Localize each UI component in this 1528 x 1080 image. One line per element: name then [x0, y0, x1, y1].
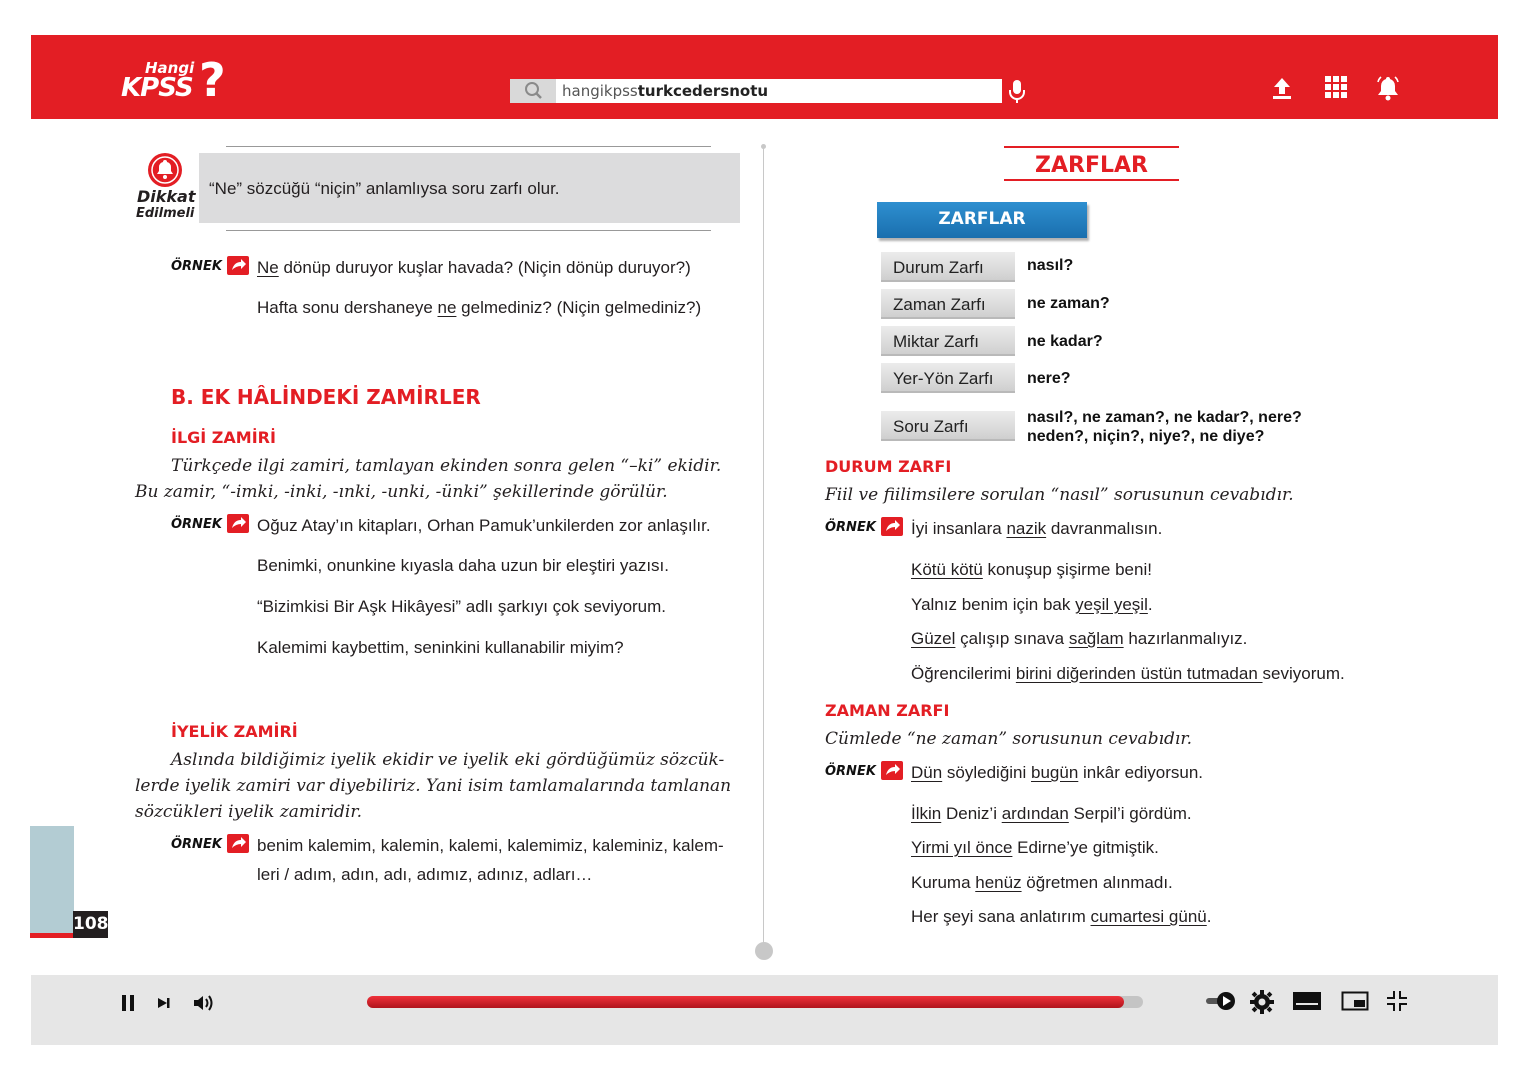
ornek-arrow-icon	[881, 761, 903, 780]
progress-fill	[367, 996, 1124, 1008]
divider-top-dot	[761, 144, 766, 149]
ilgi-example: “Bizimkisi Bir Aşk Hikâyesi” adlı şarkıyı çok seviyorum.	[257, 597, 667, 616]
zarflar-title-text: ZARFLAR	[1035, 153, 1148, 178]
example-text: Deniz’i	[941, 804, 1002, 823]
example-text: Yalnız benim için bak	[911, 595, 1076, 614]
underlined-word: Ne	[257, 258, 279, 277]
underlined-word: henüz	[975, 873, 1022, 892]
example-text: İyi insanlara	[911, 519, 1007, 538]
search-icon[interactable]	[510, 79, 556, 103]
search-query-bold: turkcedersnotu	[637, 82, 769, 100]
section-b-heading: B. EK HÂLİNDEKİ ZAMİRLER	[171, 385, 481, 409]
underlined-word: birini diğerinden üstün tutmadan	[1015, 664, 1263, 683]
dikkat-note-box	[199, 153, 740, 223]
apps-grid-icon[interactable]	[1325, 76, 1347, 103]
ornek-arrow-icon	[881, 517, 903, 536]
search-query-prefix: hangikpss	[562, 82, 638, 100]
example-text: Her şeyi sana anlatırım	[911, 907, 1091, 926]
zarf-type-label: Yer-Yön Zarfı	[881, 363, 1015, 393]
example-text: Hafta sonu dershaneye	[257, 298, 438, 317]
hangi-kpss-logo[interactable]	[121, 53, 241, 107]
example-text: Serpil’i gördüm.	[1068, 804, 1192, 823]
iyelik-zamiri-heading: İYELİK ZAMİRİ	[171, 722, 298, 741]
zarf-type-label: Zaman Zarfı	[881, 289, 1015, 319]
zaman-example	[911, 873, 1173, 893]
dikkat-text: “Ne” sözcüğü “niçin” anlamlıysa soru zarfı olur.	[209, 179, 560, 198]
example-line	[257, 258, 691, 278]
top-header	[31, 35, 1498, 119]
example-text: .	[1147, 595, 1153, 614]
ornek-label: ÖRNEK	[171, 517, 222, 532]
example-text: davranmalısın.	[1046, 519, 1163, 538]
search-bar[interactable]	[510, 79, 1002, 103]
settings-gear-icon[interactable]	[1250, 990, 1274, 1019]
zarf-type-label: Miktar Zarfı	[881, 326, 1015, 356]
example-text: .	[1206, 907, 1212, 926]
example-text: söylediğini	[942, 763, 1032, 782]
pause-icon[interactable]	[120, 994, 136, 1017]
iyelik-paragraph-line: Aslında bildiğimiz iyelik ekidir ve iyelik eki gördüğümüz sözcük-	[171, 750, 725, 770]
underlined-word: Güzel	[911, 629, 956, 648]
logo-question-mark: ?	[199, 53, 226, 107]
zaman-example	[911, 763, 1203, 783]
iyelik-paragraph-line: lerde iyelik zamiri var diyebiliriz. Yani isim tamlamalarında tamlanan	[135, 776, 732, 796]
example-text: inkâr ediyorsun.	[1078, 763, 1204, 782]
underlined-word: ne	[437, 298, 457, 317]
ornek-arrow-icon	[227, 514, 249, 533]
example-text: gelmediniz? (Niçin gelmediniz?)	[456, 298, 702, 317]
example-text: seviyorum.	[1262, 664, 1345, 683]
zaman-example	[911, 907, 1211, 927]
iyelik-paragraph-line: sözcükleri iyelik zamiridir.	[135, 802, 363, 822]
zarf-question: nasıl?	[1027, 257, 1074, 274]
zarf-question: ne zaman?	[1027, 295, 1110, 312]
durum-example	[911, 560, 1152, 580]
page-number: 108	[73, 911, 108, 938]
search-input[interactable]	[562, 82, 768, 100]
zaman-example	[911, 804, 1192, 824]
underlined-word: yeşil yeşil	[1075, 595, 1148, 614]
zaman-example	[911, 838, 1159, 858]
example-text: çalışıp sınava	[955, 629, 1069, 648]
underlined-word: nazik	[1006, 519, 1047, 538]
underlined-word: sağlam	[1068, 629, 1124, 648]
example-text: öğretmen alınmadı.	[1021, 873, 1173, 892]
progress-track[interactable]	[367, 996, 1143, 1008]
ornek-label: ÖRNEK	[825, 520, 876, 535]
underlined-word: ardından	[1001, 804, 1069, 823]
example-text: dönüp duruyor kuşlar havada? (Niçin dönüp duruyor?)	[278, 258, 691, 277]
ilgi-paragraph-line: Türkçede ilgi zamiri, tamlayan ekinden sonra gelen “–ki” ekidir.	[171, 456, 722, 476]
ornek-label: ÖRNEK	[171, 259, 222, 274]
durum-definition: Fiil ve fiilimsilere sorulan “nasıl” sorusunun cevabıdır.	[825, 485, 1294, 505]
zaman-zarfi-heading: ZAMAN ZARFI	[825, 701, 950, 720]
example-line	[257, 298, 701, 318]
zarf-question: neden?, niçin?, niye?, ne diye?	[1027, 428, 1265, 445]
logo-word-kpss: KPSS	[121, 73, 193, 103]
upload-icon[interactable]	[1271, 76, 1293, 105]
example-text: Öğrencilerimi	[911, 664, 1016, 683]
logo-word-hangi: Hangi	[145, 59, 195, 77]
durum-example	[911, 519, 1162, 539]
iyelik-example-line: leri / adım, adın, adı, adımız, adınız, adları…	[257, 865, 593, 884]
video-player-bar	[31, 975, 1498, 1045]
autoplay-toggle-icon[interactable]	[1205, 990, 1237, 1017]
ornek-label: ÖRNEK	[171, 837, 222, 852]
ilgi-paragraph-line: Bu zamir, “-imki, -inki, -ınki, -unki, -ünki” şekillerinde görülür.	[135, 482, 668, 502]
next-icon[interactable]	[156, 995, 172, 1016]
notification-bell-icon[interactable]	[1376, 75, 1400, 106]
durum-zarfi-heading: DURUM ZARFI	[825, 457, 952, 476]
zaman-definition: Cümlede “ne zaman” sorusunun cevabıdır.	[825, 729, 1192, 749]
miniplayer-icon[interactable]	[1341, 991, 1369, 1016]
ilgi-example: Benimki, onunkine kıyasla daha uzun bir eleştiri yazısı.	[257, 556, 669, 575]
page-marker-red	[30, 933, 74, 938]
underlined-word: bugün	[1031, 763, 1079, 782]
ilgi-example: Kalemimi kaybettim, seninkini kullanabilir miyim?	[257, 638, 624, 657]
zarf-type-label: Durum Zarfı	[881, 252, 1015, 282]
ornek-label: ÖRNEK	[825, 764, 876, 779]
dikkat-label-1: Dikkat	[137, 187, 196, 206]
underlined-word: cumartesi günü	[1090, 907, 1207, 926]
zarflar-title	[1004, 146, 1179, 181]
underlined-word: Kötü kötü	[911, 560, 983, 579]
side-tab	[30, 826, 74, 934]
zarf-question: nere?	[1027, 370, 1071, 387]
dikkat-top-rule	[226, 146, 711, 147]
ilgi-zamiri-heading: İLGİ ZAMİRİ	[171, 428, 276, 447]
divider-bottom-dot	[755, 942, 773, 960]
durum-example	[911, 664, 1345, 684]
underlined-word: İlkin	[911, 804, 942, 823]
ilgi-example: Oğuz Atay’ın kitapları, Orhan Pamuk’unkilerden zor anlaşılır.	[257, 516, 711, 535]
durum-example	[911, 629, 1247, 649]
volume-icon[interactable]	[192, 993, 214, 1018]
underlined-word: Dün	[911, 763, 943, 782]
microphone-icon[interactable]	[1006, 79, 1028, 110]
durum-example	[911, 595, 1153, 615]
example-text: Kuruma	[911, 873, 976, 892]
exit-fullscreen-icon[interactable]	[1386, 990, 1408, 1017]
example-text: hazırlanmalıyız.	[1123, 629, 1248, 648]
theater-mode-icon[interactable]	[1292, 991, 1322, 1016]
zarf-question: nasıl?, ne zaman?, ne kadar?, nere?	[1027, 409, 1302, 426]
underlined-word: Yirmi yıl önce	[911, 838, 1013, 857]
example-text: Edirne’ye gitmiştik.	[1012, 838, 1159, 857]
ornek-arrow-icon	[227, 834, 249, 853]
page-divider	[763, 146, 764, 949]
dikkat-label-2: Edilmeli	[136, 206, 195, 221]
zarf-type-label: Soru Zarfı	[881, 411, 1015, 441]
ornek-arrow-icon	[227, 256, 249, 275]
dikkat-bottom-rule	[226, 230, 711, 231]
zarflar-bar: ZARFLAR	[877, 202, 1087, 238]
example-text: konuşup şişirme beni!	[982, 560, 1152, 579]
iyelik-example-line: benim kalemim, kalemin, kalemi, kalemimiz, kaleminiz, kalem-	[257, 836, 724, 855]
zarf-question: ne kadar?	[1027, 333, 1103, 350]
